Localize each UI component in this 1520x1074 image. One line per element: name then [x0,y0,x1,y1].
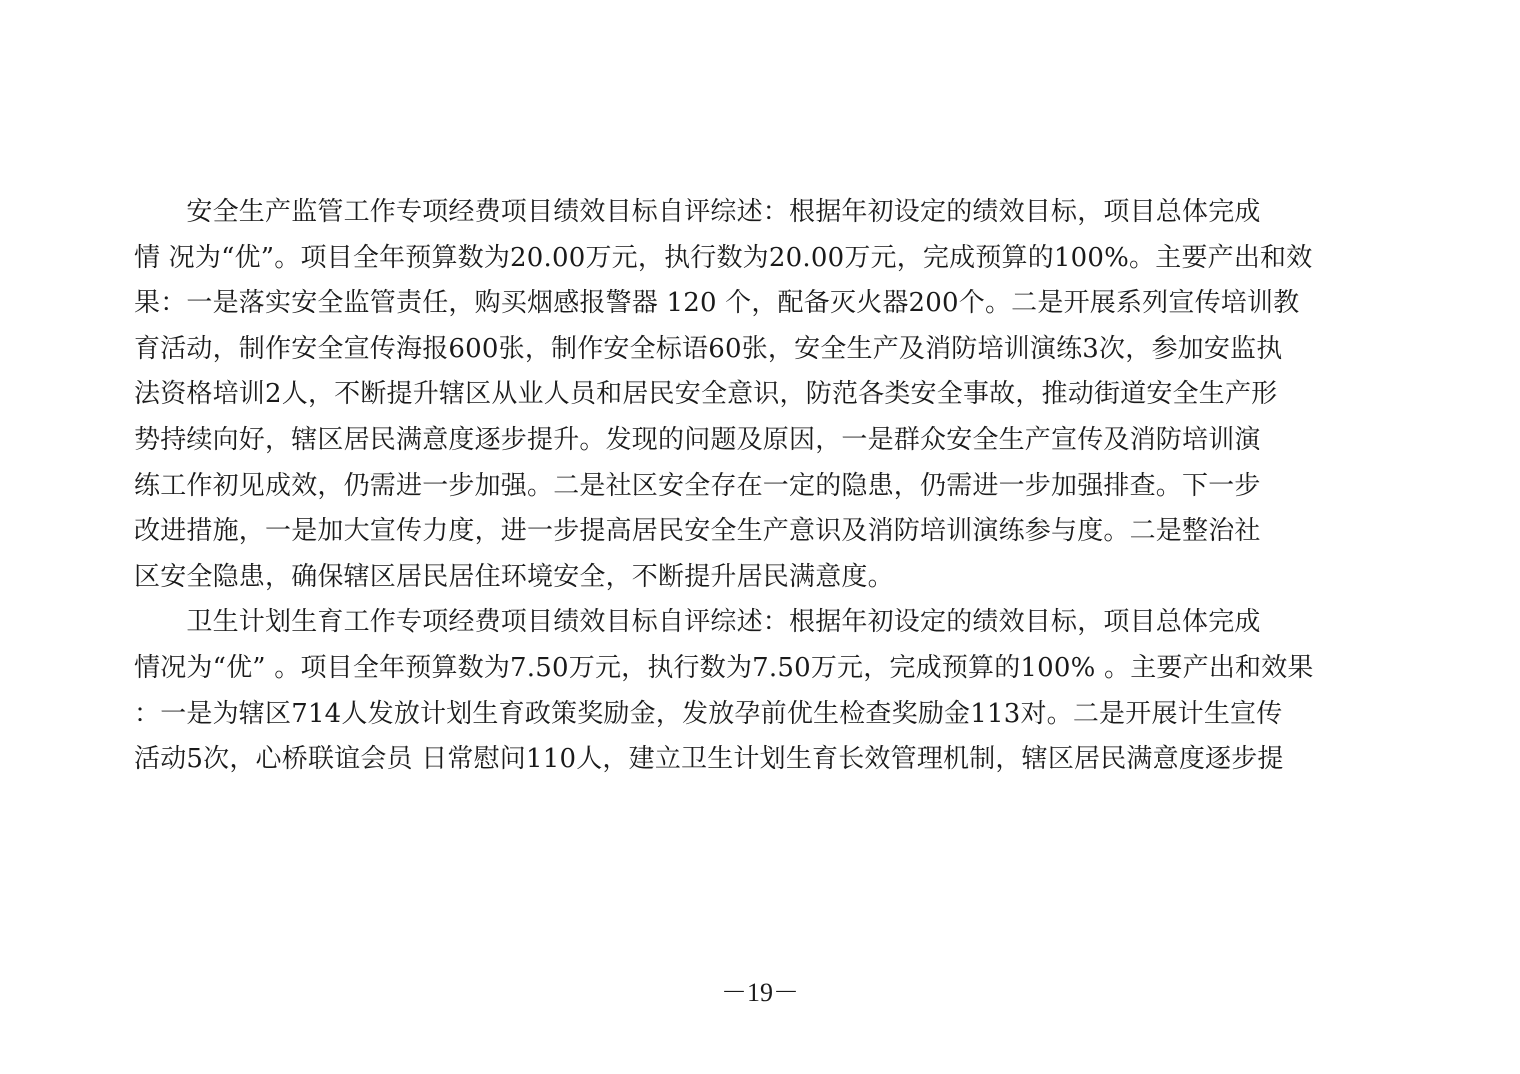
text-line: 果：一是落实安全监管责任，购买烟感报警器 120 个，配备灭火器200个。二是开展系列宣传培训教 [134,288,1300,319]
text-line: 情 况为“优”。项目全年预算数为20.00万元，执行数为20.00万元，完成预算的100%。主要产出和效 [134,242,1313,273]
text-line: 卫生计划生育工作专项经费项目绩效目标自评综述：根据年初设定的绩效目标，项目总体完成 [134,607,1261,638]
text-line: 情况为“优” 。项目全年预算数为7.50万元，执行数为7.50万元，完成预算的100% 。主要产出和效果 [134,652,1314,683]
text-line: 育活动，制作安全宣传海报600张，制作安全标语60张，安全生产及消防培训演练3次，参加安监执 [134,333,1283,364]
text-line: 安全生产监管工作专项经费项目绩效目标自评综述：根据年初设定的绩效目标，项目总体完成 [134,197,1261,227]
page-number: －19－ [720,978,799,1007]
paragraph-safety-production [134,190,1386,600]
text-line: 区安全隐患，确保辖区居民居住环境安全，不断提升居民满意度。 [134,561,894,592]
text-line: 练工作初见成效，仍需进一步加强。二是社区安全存在一定的隐患，仍需进一步加强排查。下一步 [134,470,1261,501]
body-text [134,190,1386,783]
text-line: 势持续向好，辖区居民满意度逐步提升。发现的问题及原因，一是群众安全生产宣传及消防培训演 [134,424,1261,455]
text-line: 改进措施，一是加大宣传力度，进一步提高居民安全生产意识及消防培训演练参与度。二是整治社 [134,516,1261,547]
text-line: 法资格培训2人，不断提升辖区从业人员和居民安全意识，防范各类安全事故，推动街道安全生产形 [134,379,1278,410]
text-line: 活动5次，心桥联谊会员 日常慰问110人，建立卫生计划生育长效管理机制，辖区居民满意度逐步提 [134,744,1284,775]
text-line: ：一是为辖区714人发放计划生育政策奖励金，发放孕前优生检查奖励金113对。二是开展计生宣传 [134,698,1283,729]
paragraph-family-planning [134,600,1386,782]
